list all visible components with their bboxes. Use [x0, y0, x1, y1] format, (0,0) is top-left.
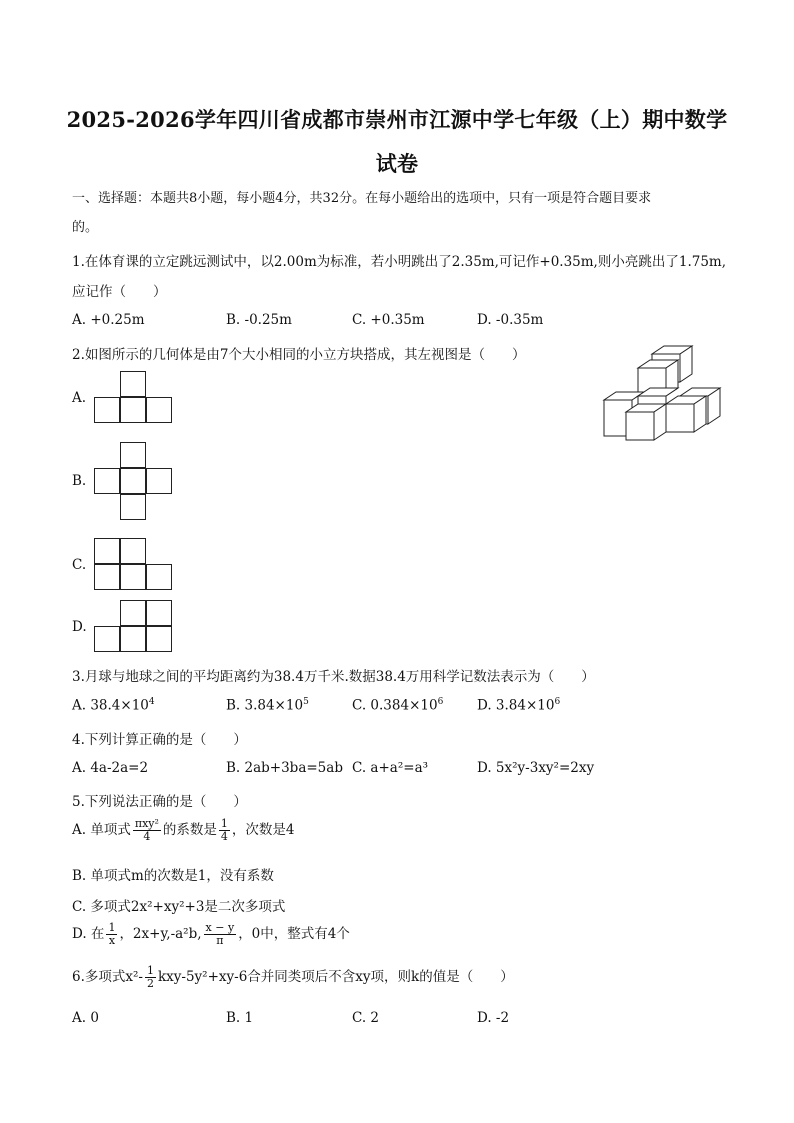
q3-option-a[interactable]: A. $38.4\times 10^4$ — [72, 697, 155, 714]
q5-text: 5.下列说法正确的是（ ） — [72, 794, 247, 810]
q2-option-c-label[interactable]: C. — [72, 557, 87, 573]
q1-option-b[interactable]: B. -0.25m — [226, 312, 292, 328]
q3-option-b[interactable]: B. $3.84\times 10^5$ — [226, 697, 309, 714]
q1-text-line1: 1.在体育课的立定跳远测试中，以2.00m为标准，若小明跳出了2.35m,可记作+0.35m,则小亮跳出了1.75m, — [72, 254, 727, 270]
q4-option-a[interactable]: A. 4a-2a=2 — [72, 760, 149, 776]
fraction: $\frac{1}{x}$ — [108, 921, 116, 947]
q5-option-a[interactable]: A. 单项式 $\frac{\text{πxy²}}{4}$ 的系数是 $\frac{1}{4}$ ，次数是4 — [72, 817, 295, 843]
fraction: $\frac{\text{πxy²}}{4}$ — [134, 817, 159, 843]
q4-option-c[interactable]: C. a+a²=a³ — [352, 760, 429, 776]
q2-option-d-label[interactable]: D. — [72, 619, 87, 635]
q2-option-b-label[interactable]: B. — [72, 473, 87, 489]
q5-option-d[interactable]: D. 在 $\frac{1}{x}$ ，2x+y,-a²b, $\frac{x - y}{\pi}$ ，0中，整式有4个 — [72, 921, 350, 947]
q2-text: 2.如图所示的几何体是由7个大小相同的小立方块搭成，其左视图是（ ） — [72, 347, 526, 363]
q6-option-d[interactable]: D. -2 — [477, 1010, 510, 1026]
section-header-line1: 一、选择题：本题共8小题，每小题4分，共32分。在每小题给出的选项中，只有一项是符合题目要求 — [72, 191, 652, 206]
q4-text: 4.下列计算正确的是（ ） — [72, 732, 247, 748]
q6-option-a[interactable]: A. 0 — [72, 1010, 99, 1026]
q4-option-d[interactable]: D. 5x²y-3xy²=2xy — [477, 760, 595, 776]
q6-option-b[interactable]: B. 1 — [226, 1010, 254, 1026]
page-title-line2: 试卷 — [375, 151, 419, 176]
fraction: $\frac{1}{2}$ — [146, 964, 154, 990]
q6-text: 6.多项式x²- $\frac{1}{2}$ kxy-5y²+xy-6合并同类项后不含xy项，则k的值是（ ） — [72, 964, 514, 990]
section-header-line2: 的。 — [72, 220, 99, 235]
q3-text: 3.月球与地球之间的平均距离约为38.4万千米.数据38.4万用科学记数法表示为（ ） — [72, 669, 595, 685]
q3-option-c[interactable]: C. $0.384\times 10^6$ — [352, 697, 444, 714]
q4-option-b[interactable]: B. 2ab+3ba=5ab — [226, 760, 343, 776]
q5-option-c[interactable]: C. 多项式2x²+xy²+3是二次多项式 — [72, 899, 286, 915]
q1-option-d[interactable]: D. -0.35m — [477, 312, 544, 328]
q2-option-a-label[interactable]: A. — [72, 390, 87, 406]
q6-option-c[interactable]: C. 2 — [352, 1010, 380, 1026]
q1-option-c[interactable]: C. +0.35m — [352, 312, 425, 328]
page-title-line1: 2025-2026学年四川省成都市崇州市江源中学七年级（上）期中数学 — [66, 107, 728, 132]
q2-cube-figure — [600, 344, 722, 448]
q1-text-line2: 应记作（ ） — [72, 284, 167, 300]
fraction: $\frac{x - y}{\pi}$ — [205, 921, 235, 947]
q3-option-d[interactable]: D. $3.84\times 10^6$ — [477, 697, 561, 714]
q1-option-a[interactable]: A. +0.25m — [72, 312, 145, 328]
fraction: $\frac{1}{4}$ — [220, 817, 228, 843]
q5-option-b[interactable]: B. 单项式m的次数是1，没有系数 — [72, 868, 274, 884]
